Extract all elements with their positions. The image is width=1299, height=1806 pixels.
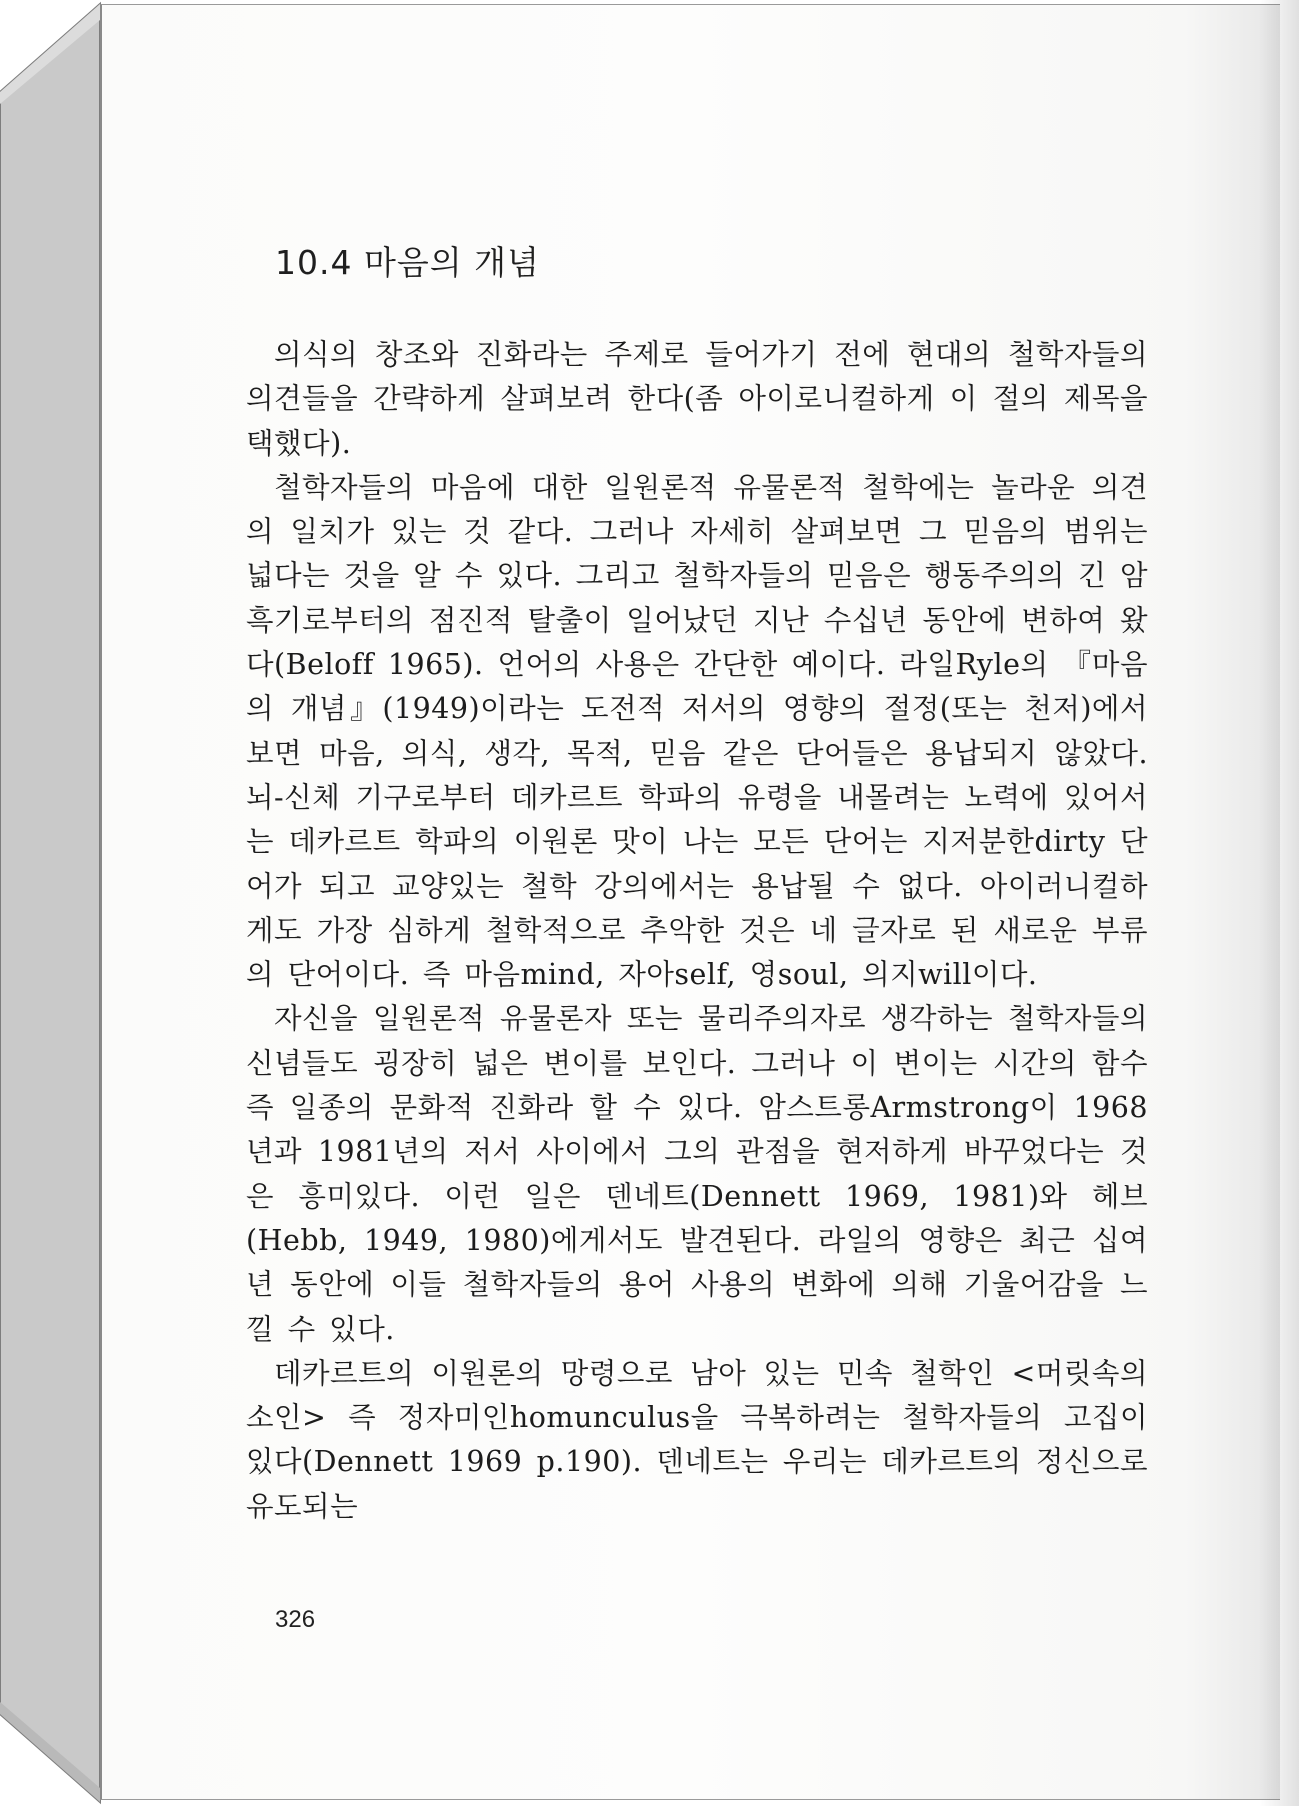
paragraph: 데카르트의 이원론의 망령으로 남아 있는 민속 철학인 <머릿속의 소인> 즉 정자미인homunculus을 극복하려는 철학자들의 고집이 있다(Dennett 1969 p.190). 덴네트는 우리는 데카르트의 정신으로 유도되는 xyxy=(246,1356,1148,1523)
section-heading: 10.4 마음의 개념 xyxy=(275,243,540,282)
page-number: 326 xyxy=(275,1606,316,1633)
paragraph: 자신을 일원론적 유물론자 또는 물리주의자로 생각하는 철학자들의 신념들도 굉장히 넓은 변이를 보인다. 그러나 이 변이는 시간의 함수 즉 일종의 문화적 진화라 할 수 있다. 암스트롱Armstrong이 1968년과 1981년의 저서 사이에서 그의 관점을 현저하게 바꾸었다는 것은 흥미있다. 이런 일은 덴네트(Dennett 1969, 1981)와 헤브(Hebb, 1949, 1980)에게서도 발견된다. 라일의 영향은 최근 십여년 동안에 이들 철학자들의 용어 사용의 변화에 의해 기울어감을 느낄 수 있다. xyxy=(246,1002,1148,1346)
book-spine-edge xyxy=(0,0,110,1806)
body-text xyxy=(246,333,1148,1529)
paragraph: 의식의 창조와 진화라는 주제로 들어가기 전에 현대의 철학자들의 의견들을 간략하게 살펴보려 한다(좀 아이로니컬하게 이 절의 제목을 택했다). xyxy=(246,338,1148,460)
page-edge-shadow xyxy=(1259,0,1299,1806)
paragraph: 철학자들의 마음에 대한 일원론적 유물론적 철학에는 놀라운 의견의 일치가 있는 것 같다. 그러나 자세히 살펴보면 그 믿음의 범위는 넓다는 것을 알 수 있다. 그리고 철학자들의 믿음은 행동주의의 긴 암흑기로부터의 점진적 탈출이 일어났던 지난 수십년 동안에 변하여 왔다(Beloff 1965). 언어의 사용은 간단한 예이다. 라일Ryle의 『마음의 개념』(1949)이라는 도전적 저서의 영향의 절정(또는 천저)에서 보면 마음, 의식, 생각, 목적, 믿음 같은 단어들은 용납되지 않았다. 뇌-신체 기구로부터 데카르트 학파의 유령을 내몰려는 노력에 있어서는 데카르트 학파의 이원론 맛이 나는 모든 단어는 지저분한dirty 단어가 되고 교양있는 철학 강의에서는 용납될 수 없다. 아이러니컬하게도 가장 심하게 철학적으로 추악한 것은 네 글자로 된 새로운 부류의 단어이다. 즉 마음mind, 자아self, 영soul, 의지will이다. xyxy=(246,470,1148,992)
